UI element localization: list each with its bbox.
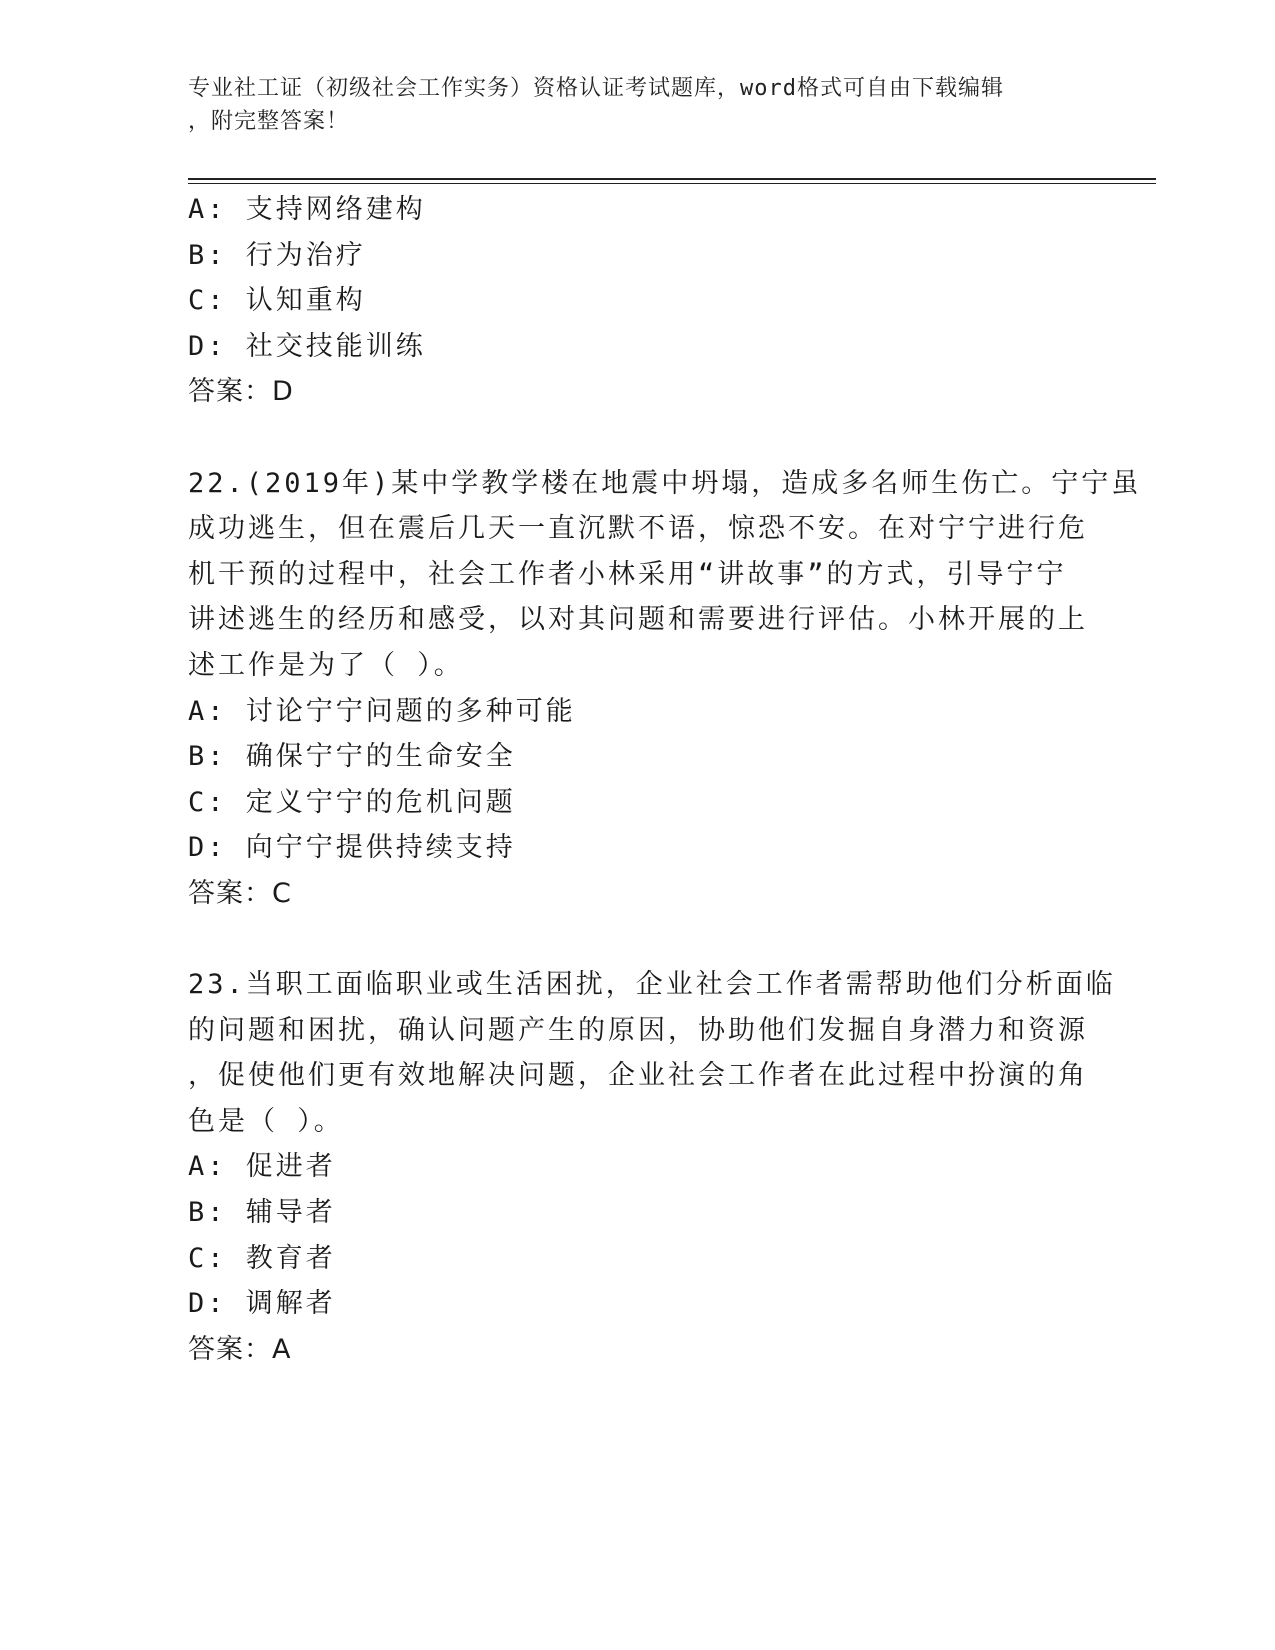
option-c: C: 定义宁宁的危机问题 [188, 786, 516, 818]
option-d: D: 向宁宁提供持续支持 [188, 832, 516, 864]
header-title-line-2: ，附完整答案！ [188, 109, 350, 134]
option-c: C: 认知重构 [188, 285, 366, 317]
option-a: A: 讨论宁宁问题的多种可能 [188, 695, 576, 727]
option-a: A: 促进者 [188, 1151, 336, 1183]
question-21 [188, 187, 1088, 415]
header-divider-thick [188, 178, 1156, 180]
question-stem-line: 22.(2019年)某中学教学楼在地震中坍塌，造成多名师生伤亡。宁宁虽 [188, 467, 1142, 499]
question-spacer [188, 415, 1088, 461]
option-c: C: 教育者 [188, 1242, 336, 1274]
question-spacer [188, 917, 1088, 963]
question-stem-line: 的问题和困扰，确认问题产生的原因，协助他们发掘自身潜力和资源 [188, 1014, 1088, 1046]
option-d: D: 调解者 [188, 1288, 336, 1320]
question-stem-line: 23.当职工面临职业或生活困扰，企业社会工作者需帮助他们分析面临 [188, 969, 1116, 1001]
question-23 [188, 962, 1116, 1372]
answer-line: 答案：C [188, 877, 292, 909]
option-b: B: 辅导者 [188, 1197, 336, 1229]
question-stem-line: 述工作是为了（ ）。 [188, 649, 464, 681]
document-header [188, 72, 1068, 138]
question-list [188, 187, 1142, 1372]
question-22 [188, 461, 1142, 917]
question-stem-line: 讲述逃生的经历和感受，以对其问题和需要进行评估。小林开展的上 [188, 604, 1088, 636]
question-stem-line: 机干预的过程中，社会工作者小林采用“讲故事”的方式，引导宁宁 [188, 558, 1067, 590]
header-title-line-1: 专业社工证（初级社会工作实务）资格认证考试题库，word格式可自由下载编辑 [188, 76, 1004, 101]
option-b: B: 确保宁宁的生命安全 [188, 741, 516, 773]
question-stem-line: 成功逃生，但在震后几天一直沉默不语，惊恐不安。在对宁宁进行危 [188, 513, 1088, 545]
question-stem-line: 色是（ ）。 [188, 1105, 344, 1137]
answer-line: 答案：D [188, 376, 294, 408]
option-d: D: 社交技能训练 [188, 330, 426, 362]
answer-line: 答案：A [188, 1333, 292, 1365]
option-a: A: 支持网络建构 [188, 194, 426, 225]
option-b: B: 行为治疗 [188, 239, 366, 271]
question-stem-line: ，促使他们更有效地解决问题，企业社会工作者在此过程中扮演的角 [188, 1060, 1088, 1092]
header-divider-thin [188, 183, 1156, 184]
